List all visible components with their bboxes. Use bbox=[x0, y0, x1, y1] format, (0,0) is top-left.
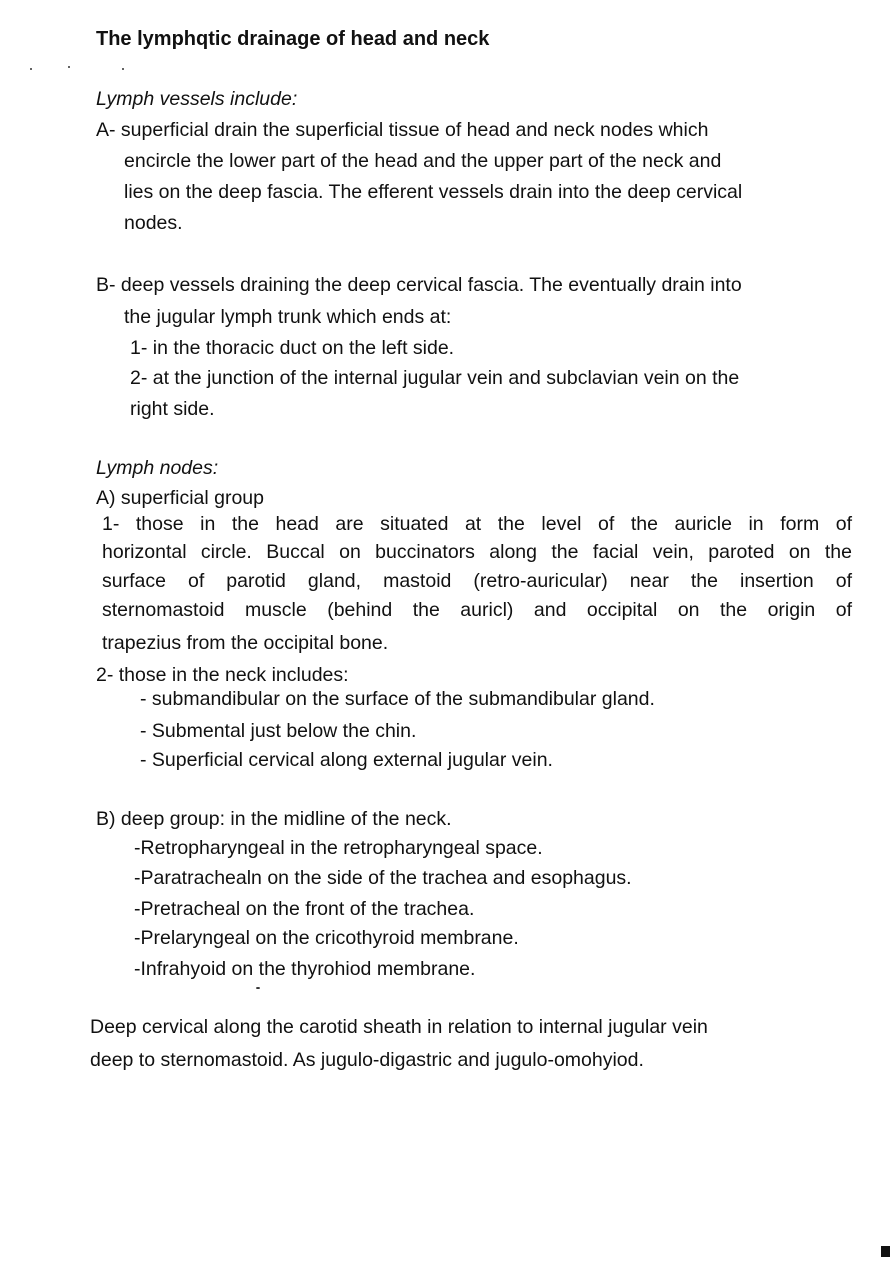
vessels-heading: Lymph vessels include: bbox=[96, 88, 298, 110]
deep-node-item-4: -Prelaryngeal on the cricothyroid membrane. bbox=[134, 927, 519, 949]
head-nodes-line-3: surface of parotid gland, mastoid (retro-auricular) near the insertion of bbox=[102, 570, 852, 592]
vessels-a-line-3: lies on the deep fascia. The efferent vessels drain into the deep cervical bbox=[124, 181, 743, 203]
head-nodes-line-1: 1- those in the head are situated at the level of the auricle in form of bbox=[102, 513, 852, 535]
deep-node-item-1: -Retropharyngeal in the retropharyngeal space. bbox=[134, 837, 543, 859]
neck-node-item-1: - submandibular on the surface of the submandibular gland. bbox=[140, 688, 655, 710]
vessels-a-line-4: nodes. bbox=[124, 212, 183, 234]
deep-node-item-5: -Infrahyoid on the thyrohiod membrane. bbox=[134, 958, 476, 980]
scan-edge-mark bbox=[881, 1246, 890, 1257]
head-nodes-line-4: sternomastoid muscle (behind the auricl) and occipital on the origin of bbox=[102, 599, 852, 621]
scan-speck bbox=[68, 66, 70, 68]
scan-speck bbox=[256, 987, 260, 989]
vessels-b-line-2: the jugular lymph trunk which ends at: bbox=[124, 306, 452, 328]
head-nodes-line-2: horizontal circle. Buccal on buccinators along the facial vein, paroted on the bbox=[102, 541, 852, 563]
deep-node-item-3: -Pretracheal on the front of the trachea. bbox=[134, 898, 475, 920]
deep-cervical-line-2: deep to sternomastoid. As jugulo-digastric and jugulo-omohyiod. bbox=[90, 1049, 644, 1071]
vessels-b-line-1: B- deep vessels draining the deep cervical fascia. The eventually drain into bbox=[96, 274, 742, 296]
head-nodes-line-5: trapezius from the occipital bone. bbox=[102, 632, 389, 654]
nodes-heading: Lymph nodes: bbox=[96, 457, 219, 479]
superficial-group-heading: A) superficial group bbox=[96, 487, 264, 509]
vessels-b-item-3: right side. bbox=[130, 398, 215, 420]
vessels-a-line-1: A- superficial drain the superficial tissue of head and neck nodes which bbox=[96, 119, 709, 141]
neck-node-item-3: - Superficial cervical along external jugular vein. bbox=[140, 749, 553, 771]
vessels-a-line-2: encircle the lower part of the head and the upper part of the neck and bbox=[124, 150, 722, 172]
deep-group-heading: B) deep group: in the midline of the neck. bbox=[96, 808, 452, 830]
deep-node-item-2: -Paratrachealn on the side of the trachea and esophagus. bbox=[134, 867, 632, 889]
neck-node-item-2: - Submental just below the chin. bbox=[140, 720, 417, 742]
deep-cervical-line-1: Deep cervical along the carotid sheath in relation to internal jugular vein bbox=[90, 1016, 708, 1038]
neck-nodes-heading: 2- those in the neck includes: bbox=[96, 664, 349, 686]
scan-speck bbox=[122, 68, 124, 70]
vessels-b-item-1: 1- in the thoracic duct on the left side. bbox=[130, 337, 455, 359]
vessels-b-item-2: 2- at the junction of the internal jugular vein and subclavian vein on the bbox=[130, 367, 740, 389]
scan-speck bbox=[30, 68, 32, 70]
page-title: The lymphqtic drainage of head and neck bbox=[96, 28, 490, 50]
